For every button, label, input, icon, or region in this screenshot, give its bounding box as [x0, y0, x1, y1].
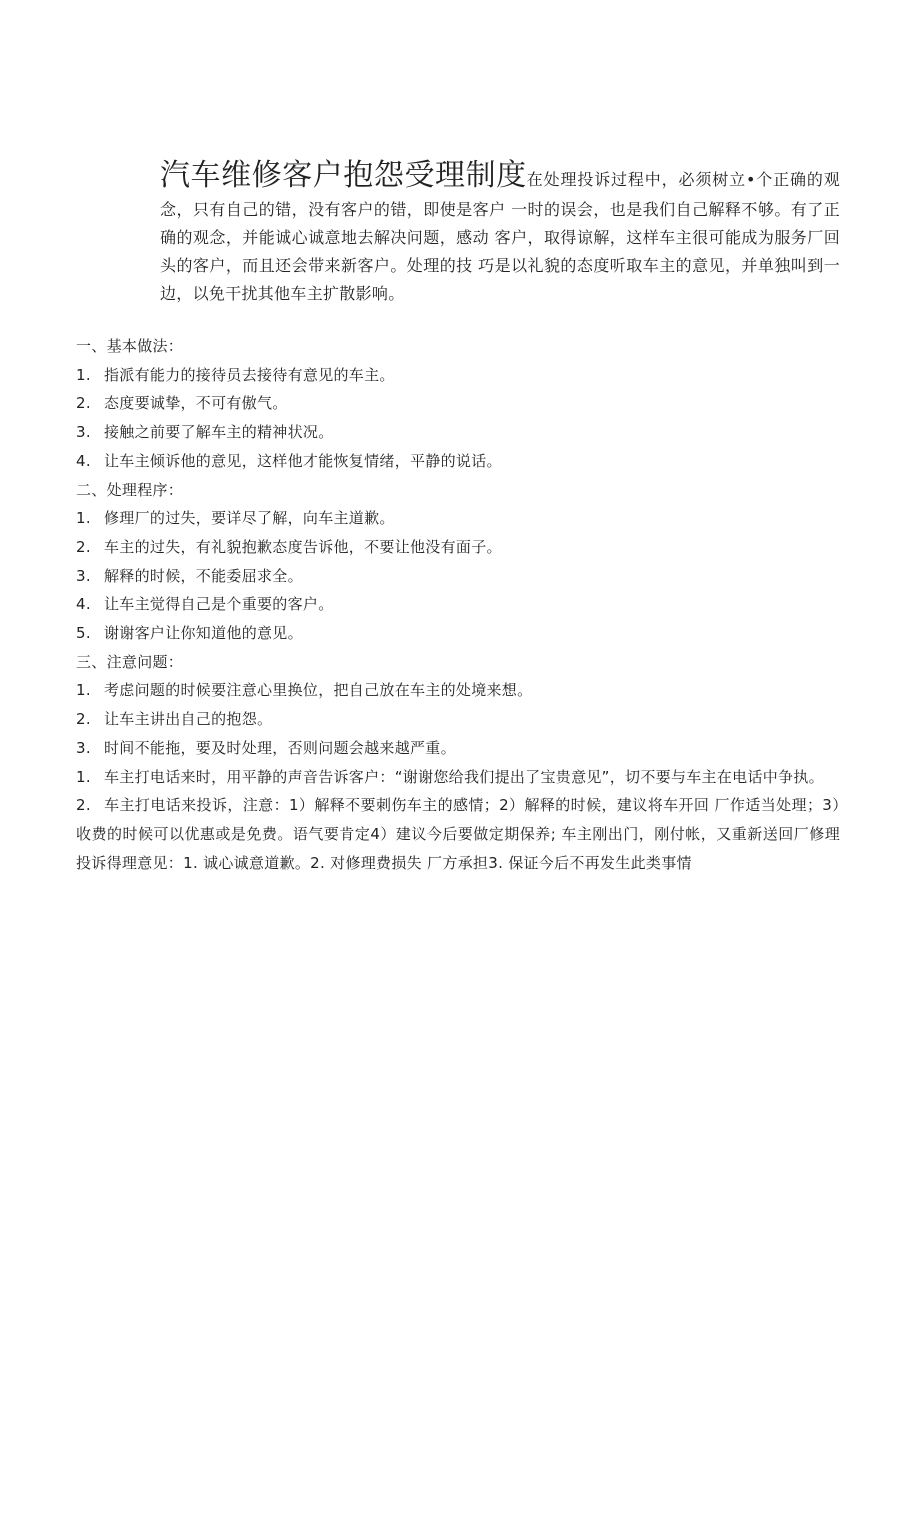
- item-number: 4.: [76, 595, 91, 614]
- item-number: 3.: [76, 566, 91, 585]
- intro-paragraph: [160, 156, 840, 308]
- section-heading-notes: 三、注意问题：: [76, 652, 184, 671]
- list-item: [76, 590, 840, 619]
- item-number: 2.: [76, 796, 91, 815]
- item-text: 车主打电话来投诉，注意：1）解释不要刺伤车主的感情；2）解释的时候，建议将车开回 厂作适当处理；3）收费的时候可以优惠或是免费。语气要肯定4）建议今后要做定期保养; 车主刚出门，刚付帐，又重新送回厂修理投诉得理意见：1. 诚心诚意道歉。2. 对修理费损失 厂方承担3. 保证今后不再发生此类事情: [76, 796, 840, 872]
- list-item: [76, 734, 840, 763]
- list-item: [76, 562, 840, 591]
- list-item: [76, 447, 840, 476]
- item-number: 2.: [76, 710, 91, 729]
- item-text: 时间不能拖，要及时处理，否则问题会越来越严重。: [104, 738, 456, 757]
- item-number: 3.: [76, 423, 91, 442]
- item-text: 考虑问题的时候要注意心里换位，把自己放在车主的处境来想。: [104, 681, 533, 700]
- item-number: 2.: [76, 537, 91, 556]
- item-number: 1.: [76, 681, 91, 700]
- item-text: 让车主觉得自己是个重要的客户。: [104, 595, 334, 614]
- item-text: 谢谢客户让你知道他的意见。: [104, 624, 303, 643]
- list-item-phone: [76, 763, 840, 792]
- list-item: [76, 418, 840, 447]
- section-heading-basic: 一、基本做法：: [76, 337, 184, 355]
- list-item: [76, 504, 840, 533]
- item-text: 修理厂的过失，要详尽了解，向车主道歉。: [104, 509, 395, 528]
- list-item: [76, 619, 840, 648]
- item-number: 5.: [76, 624, 91, 643]
- item-number: 2.: [76, 394, 91, 413]
- document-body: [76, 332, 840, 877]
- list-item: [76, 705, 840, 734]
- list-item: [76, 389, 840, 418]
- item-text: 解释的时候，不能委屈求全。: [104, 566, 303, 585]
- item-number: 1.: [76, 767, 91, 786]
- item-number: 3.: [76, 738, 91, 757]
- list-item: [76, 533, 840, 562]
- section-heading-procedure: 二、处理程序：: [76, 480, 184, 499]
- item-text: 接触之前要了解车主的精神状况。: [104, 423, 334, 442]
- item-number: 1.: [76, 365, 91, 384]
- item-text: 态度要诚挚，不可有傲气。: [104, 394, 288, 413]
- item-text: 让车主倾诉他的意见，这样他才能恢复情绪，平静的说话。: [104, 451, 502, 470]
- list-item: [76, 676, 840, 705]
- list-item: [76, 361, 840, 390]
- item-text: 车主的过失，有礼貌抱歉态度告诉他，不要让他没有面子。: [104, 537, 502, 556]
- item-text: 让车主讲出自己的抱怨。: [104, 710, 273, 729]
- document-title: 汽车维修客户抱怨受理制度: [160, 158, 527, 193]
- item-text: 车主打电话来时，用平静的声音告诉客户：“谢谢您给我们提出了宝贵意见”，切不要与车主在电话中争执。: [104, 767, 824, 786]
- item-number: 1.: [76, 509, 91, 528]
- list-item-complaint: [76, 791, 840, 877]
- item-number: 4.: [76, 451, 91, 470]
- intro-text: 在处理投诉过程中，必须树立•个正确的观念，只有自己的错，没有客户的错，即使是客户 一时的误会，也是我们自己解释不够。有了正确的观念，并能诚心诚意地去解决问题，感动 客户，取得谅解，这样车主很可能成为服务厂回头的客户，而且还会带来新客户。处理的技 巧是以礼貌的态度听取车主的意见，并单独叫到一边，以免干扰其他车主扩散影响。: [160, 170, 841, 303]
- item-text: 指派有能力的接待员去接待有意见的车主。: [104, 365, 395, 384]
